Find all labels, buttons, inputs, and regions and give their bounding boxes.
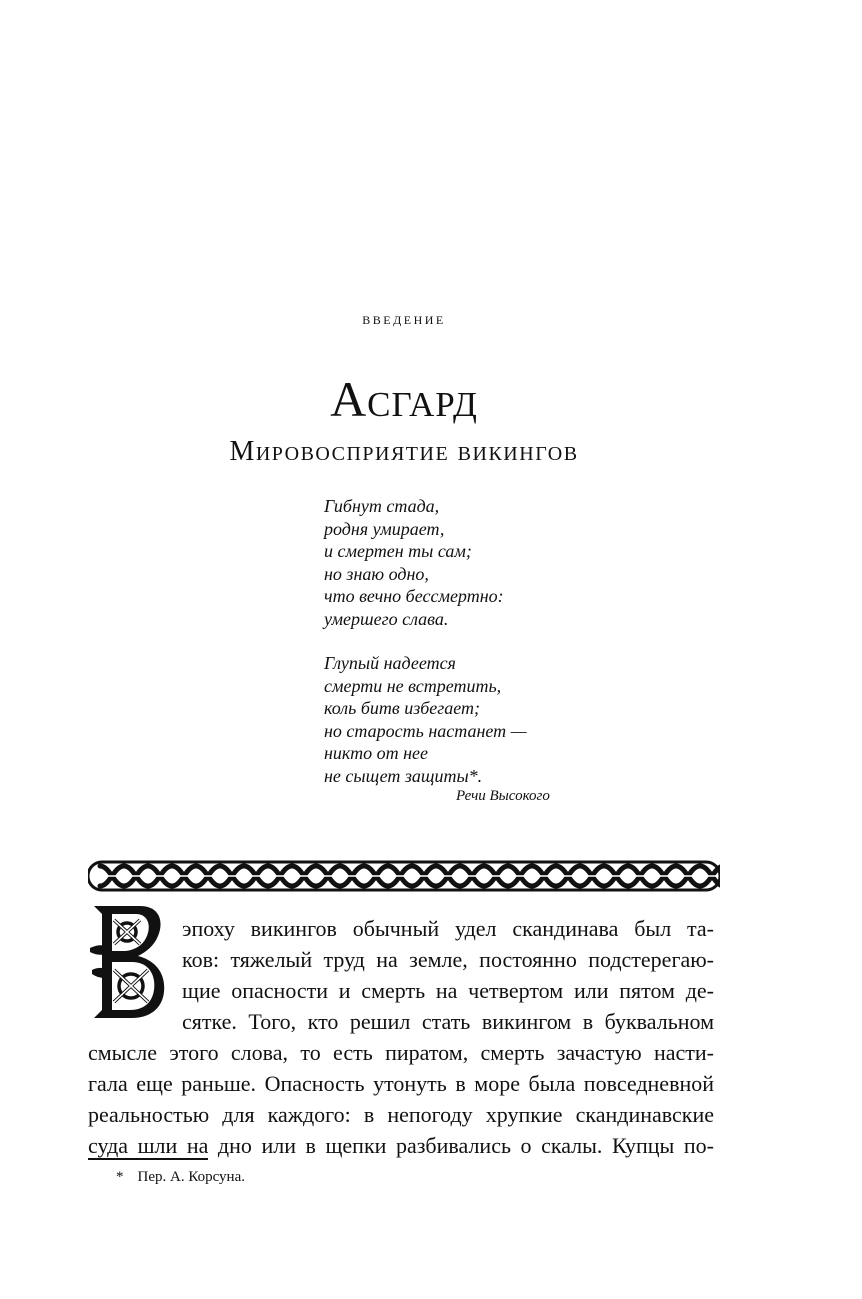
verse-line: Гибнут стада, (324, 496, 440, 516)
body-line: суда шли на дно или в щепки разбивались о скалы. Купцы по- (88, 1133, 714, 1158)
chapter-subtitle: Мировосприятие викингов (229, 436, 579, 467)
verse-line: не сыщет защиты*. (324, 765, 483, 786)
body-line: реальностью для каждого: в непогоду хрупкие скандинавские (88, 1102, 714, 1127)
verse-line: коль битв избегает; (324, 698, 481, 718)
verse-line: Глупый надеется (324, 653, 456, 673)
body-line: щие опасности и смерть на четвертом или пятом де- (182, 978, 714, 1003)
verse-line: родня умирает, (324, 518, 445, 539)
body-line: эпоху викингов обычный удел скандинава был та- (182, 916, 714, 941)
verse-line: смерти не встретить, (324, 675, 502, 696)
drop-cap-knotwork (88, 900, 168, 1022)
verse-line: никто от нее (324, 743, 429, 763)
epigraph-attribution: Речи Высокого (456, 788, 550, 804)
footnote-text: Пер. А. Корсуна. (137, 1169, 245, 1185)
verse-line: но старость настанет — (324, 720, 527, 741)
chapter-title: Асгард (330, 371, 478, 427)
footnote-marker: * (116, 1169, 124, 1185)
body-line: гала еще раньше. Опасность утонуть в море была повседневной (88, 1071, 714, 1096)
braid-ornament (88, 856, 720, 896)
epigraph-stanza-2 (324, 652, 527, 787)
footnote (116, 1167, 245, 1187)
footnote-rule (88, 1158, 208, 1160)
verse-line: но знаю одно, (324, 563, 429, 584)
body-line: сятке. Того, кто решил стать викингом в буквальном (182, 1009, 714, 1034)
verse-line: что вечно бессмертно: (324, 586, 504, 606)
epigraph-stanza-1 (324, 495, 504, 630)
verse-line: умершего слава. (324, 608, 449, 629)
body-line: ков: тяжелый труд на земле, постоянно подстерегаю- (182, 947, 714, 972)
body-line: смысле этого слова, то есть пиратом, смерть зачастую насти- (88, 1040, 714, 1065)
chapter-kicker: введение (362, 309, 446, 328)
verse-line: и смертен ты сам; (324, 541, 472, 561)
